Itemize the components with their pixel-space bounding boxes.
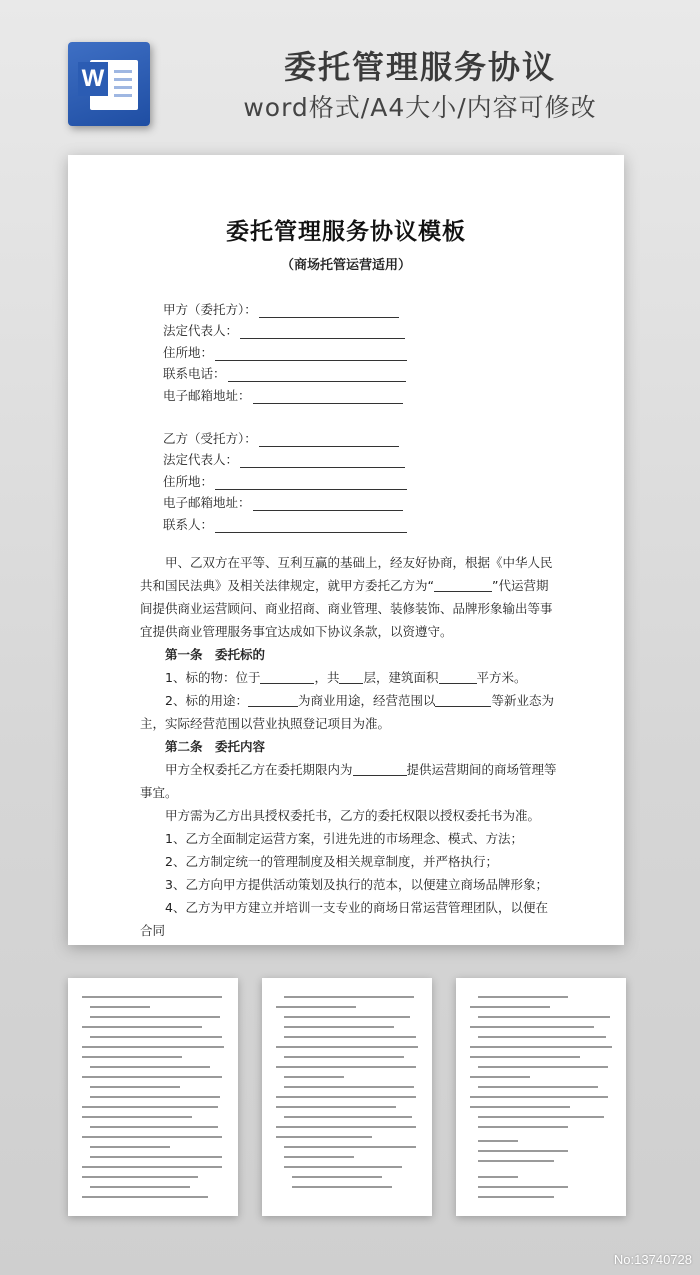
header-subtitle: word格式/A4大小/内容可修改 (243, 93, 597, 122)
word-letter: W (78, 62, 108, 96)
header-title: 委托管理服务协议 (283, 48, 556, 86)
intro-paragraph: 甲、乙双方在平等、互利互赢的基础上，经友好协商，根据《中华人民共和国民法典》及相关法律规定，就甲方委托乙方为“ ”代运营期间提供商业运营顾问、商业招商、商业管理、装修装饰、品牌形象输出等事宜提供商业管理服务事宜达成如下协议条款，以资遵守。 (140, 555, 553, 639)
document-body (140, 551, 558, 942)
article2-para2: 甲方需为乙方出具授权委托书，乙方的委托权限以授权委托书为准。 (165, 808, 541, 823)
thumbnail-page-3 (262, 978, 432, 1216)
article2-item: 2、乙方制定统一的管理制度及相关规章制度，并严格执行； (165, 854, 498, 869)
word-doc-icon (68, 42, 150, 126)
article2-heading: 第二条 委托内容 (165, 739, 266, 754)
document-title: 委托管理服务协议模板 (226, 219, 466, 245)
party-b-field: 法定代表人： (163, 447, 407, 469)
thumbnail-page-2 (68, 978, 238, 1216)
party-a-field: 甲方（委托方）： (163, 296, 407, 318)
party-b-field: 联系人： (163, 511, 407, 533)
article2-item: 3、乙方向甲方提供活动策划及执行的范本，以便建立商场品牌形象； (165, 877, 548, 892)
article1-heading: 第一条 委托标的 (165, 647, 266, 662)
image-id-label: No:13740728 (613, 1252, 692, 1267)
article1-item1: 1、标的物：位于 ，共 层，建筑面积 平方米。 (165, 670, 527, 685)
party-a-field: 联系电话： (163, 361, 407, 383)
party-a-field: 法定代表人： (163, 318, 407, 340)
party-a-block (163, 296, 407, 404)
thumbnail-page-4 (456, 978, 626, 1216)
document-page (68, 155, 624, 945)
article2-item: 1、乙方全面制定运营方案，引进先进的市场理念、模式、方法； (165, 831, 523, 846)
party-b-field: 乙方（受托方）： (163, 425, 407, 447)
party-b-field: 电子邮箱地址： (163, 490, 407, 512)
party-a-field: 电子邮箱地址： (163, 382, 407, 404)
party-b-field: 住所地： (163, 468, 407, 490)
document-subtitle: （商场托管运营适用） (280, 258, 411, 273)
article1-item2: 2、标的用途： 为商业用途，经营范围以 等新业态为主，实际经营范围以营业执照登记项目为准。 (140, 693, 554, 731)
article2-item: 4、乙方为甲方建立并培训一支专业的商场日常运营管理团队，以便在合同 (140, 900, 548, 938)
party-a-field: 住所地： (163, 339, 407, 361)
article2-para1: 甲方全权委托乙方在委托期限内为 提供运营期间的商场管理等事宜。 (140, 762, 557, 800)
party-b-block (163, 425, 407, 533)
